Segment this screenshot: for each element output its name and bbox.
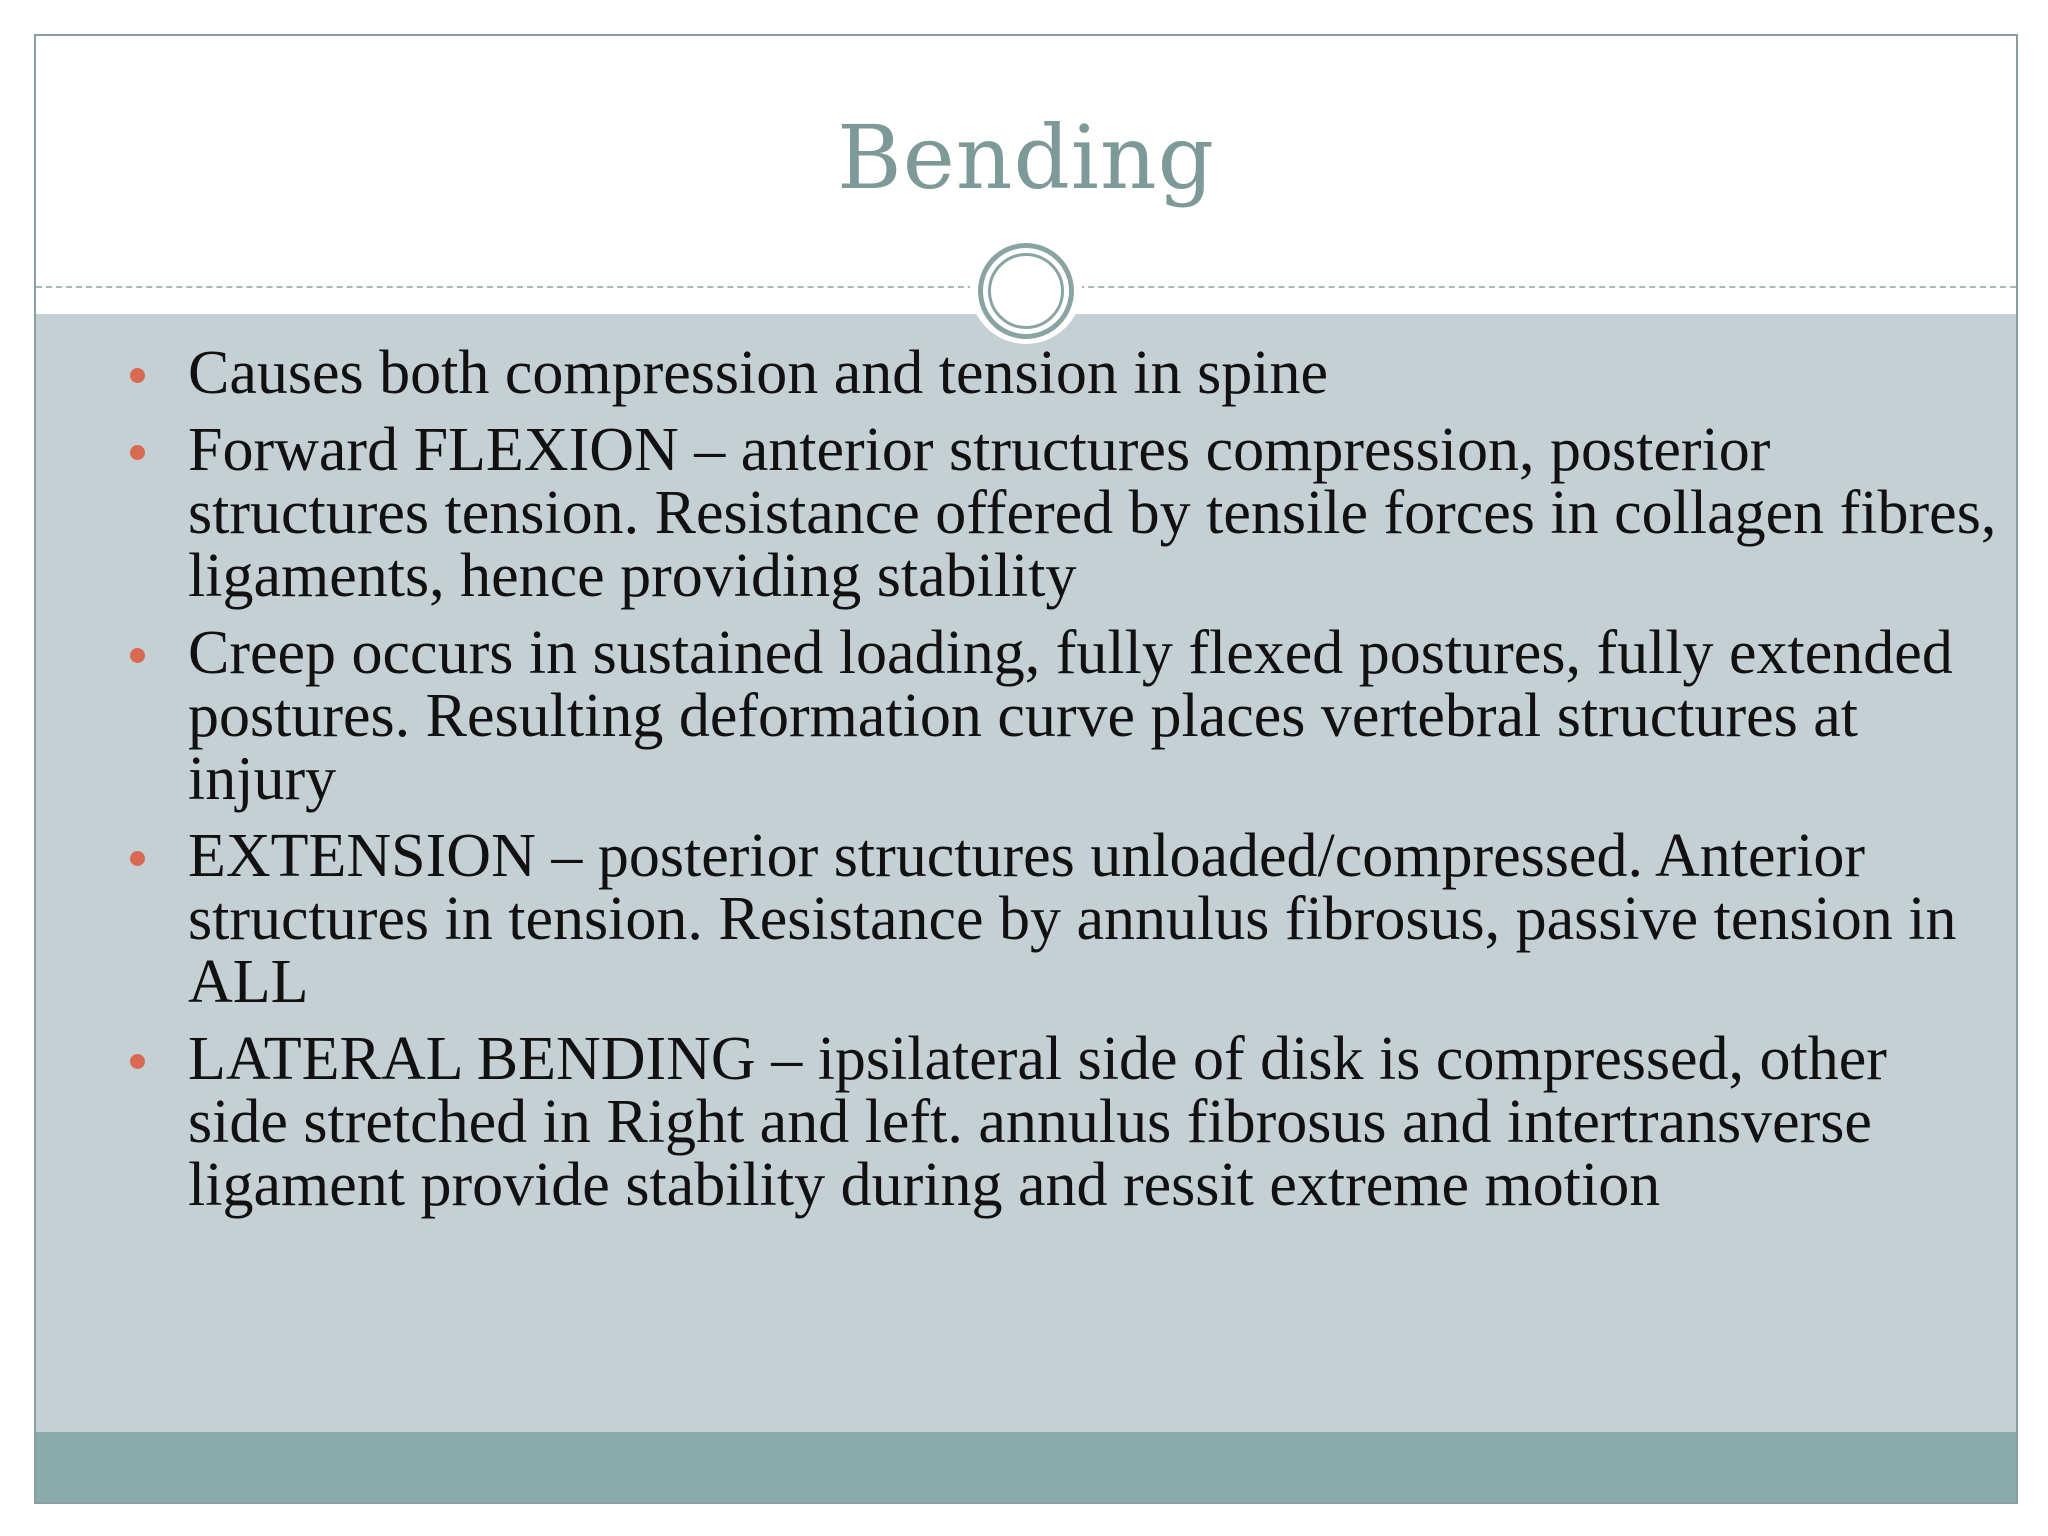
bullet-item [98,619,1998,813]
bullet-dot-icon [130,445,145,460]
bullet-text: EXTENSION – posterior structures unloaded/compressed. Anterior structures in tension. Resistance by annulus fibrosus, passive tension in ALL [188,822,1957,1016]
bullet-text: Creep occurs in sustained loading, fully flexed postures, fully extended postures. Resulting deformation curve places vertebral structures at injury [188,619,1953,813]
bullet-item [98,416,1998,610]
bullet-text: Forward FLEXION – anterior structures compression, posterior structures tension. Resistance offered by tensile forces in collagen fibres, ligaments, hence providing stability [188,416,1997,610]
slide-frame [34,34,2018,1504]
circle-ornament-inner [988,253,1064,329]
bullet-dot-icon [130,648,145,663]
bullet-text: LATERAL BENDING – ipsilateral side of disk is compressed, other side stretched in Right and left. annulus fibrosus and intertransverse ligament provide stability during and ressit extreme motion [188,1025,1887,1219]
bullet-list [98,339,1998,1231]
bullet-item [98,1025,1998,1219]
slide-title: Bending [837,106,1215,209]
bullet-item [98,339,1998,407]
bullet-dot-icon [130,851,145,866]
footer-band [36,1432,2016,1504]
bullet-text: Causes both compression and tension in spine [188,339,1328,407]
bullet-item [98,822,1998,1016]
bullet-dot-icon [130,368,145,383]
bullet-dot-icon [130,1054,145,1069]
circle-ornament-icon [978,243,1074,339]
